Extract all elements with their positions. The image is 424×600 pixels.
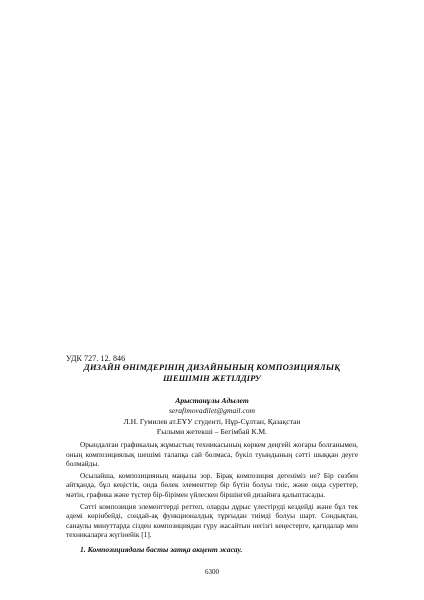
page-number: 6300 [205, 568, 219, 576]
paragraph-1: Орындалған графикалық жұмыстың техникасының көркем деңгейі жоғары болғанымен, оның композициялық шешімі талапқа сай болмаса, бүкіл туындының сәтті шыққан деуге болмайды. [66, 440, 358, 469]
title-line-1: ДИЗАЙН ӨНІМДЕРІНІҢ ДИЗАЙНЫНЫҢ КОМПОЗИЦИЯЛЫҚ [83, 362, 341, 372]
udk-code: УДК 727. 12. 846 [66, 354, 126, 363]
body-text [66, 440, 358, 542]
article-title [60, 362, 364, 384]
paragraph-2: Осылайша, композицияның маңызы зор. Бірақ композиция дегеніміз не? Бір сөзбен айтқанда, бұл кеңістік, онда бөлек элементтер бір бүтін болуы тиіс, және онда суреттер, мәтін, графика және түстер бір-бірімен үйлескен біршінгей дизайнға қалыптасады. [66, 470, 358, 499]
section-subheading: 1. Композициядағы басты затқа акцент жасау. [80, 545, 243, 554]
author-email: serafimovadilet@gmail.com [168, 406, 256, 416]
author-affiliation: Л.Н. Гумилев ат.ЕҰУ студенті, Нұр-Сұлтан, Қазақстан [123, 416, 301, 426]
title-line-2: ШЕШІМІН ЖЕТІЛДІРУ [163, 373, 261, 383]
scientific-supervisor: Ғылыми жетекші – Бегімбай К.М. [156, 427, 268, 437]
paragraph-3: Сәтті композиция элементтерді реттеп, оларды дұрыс үлестіруді кездейді және бұл тек әдемі көрінбейді, сондай-ақ функционалдық тұрғыдан тиімді болуы шарт. Сондықтан, санаулы минуттарда сізден композициядан гүру жасайтын негізгі кеңестерге, қағидалар мен техникаларға жүгінейік [1]. [66, 501, 358, 540]
author-block [60, 396, 364, 438]
author-name: Арыстанұлы Адылет [175, 396, 249, 405]
